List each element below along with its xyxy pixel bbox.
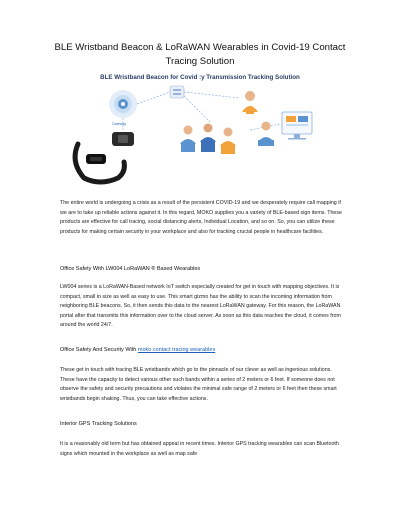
heading-interior-gps: Interior GPS Tracking Solutions bbox=[60, 421, 137, 427]
person-icon bbox=[242, 91, 258, 114]
beacon-signal-icon bbox=[109, 90, 137, 118]
document-title: BLE Wristband Beacon & LoRaWAN Wearables in Covid-19 Contact Tracing Solution bbox=[54, 42, 346, 67]
paragraph-wristbands: These get in touch with tracing BLE wristbands which go to the pinnacle of our clever as well as ingenious solutions. These have the capacity to detect various other such bands within a series of 2 meters or 6 feet. If someone does not observe the safety and security precautions and violates the minimal safe range of 2 meters or 6 feet then these smart wristbands begin shaking. Thus, you can take effective actions. bbox=[60, 367, 337, 402]
gateway-icon bbox=[170, 86, 184, 98]
moko-contact-tracing-link[interactable]: moko contact tracing wearables bbox=[137, 347, 216, 353]
paragraph-intro: The entire world is undergoing a crisis as a result of the persistent COVID-19 and we desperately require call mapping if we are to take up reliable actions against it. In this regard, MOKO supplies you a variety of BLE-based sign items. These products are effective for call tracing, social distancing alerts, Individual Location, and so on. So, you can utilize these products for making certain security in your workplace and also for tracking crucial people in healthcare facilities. bbox=[60, 200, 342, 235]
operator-icon bbox=[258, 122, 274, 147]
heading-moko-wearables bbox=[60, 346, 344, 355]
paragraph-lw004: LW004 series is a LoRaWAN-Based network IoT switch especially created for get in touch with mapping objectives. It is compact, small in size as well as easy to use. This smart gizmo has the ability to scan the incoming information from neighboring BLE beacons. So, it then sends this data to the nearest LoRaWAN gateway. For this reason, the LoRaWAN portal after that transmits this information over to the cloud server. As soon as this data reaches the cloud, it comes from around the world 24/7. bbox=[60, 284, 341, 328]
figure-title: BLE Wristband Beacon for Covid :y Transmission Tracking Solution bbox=[100, 74, 300, 81]
wristband-device-icon bbox=[112, 132, 134, 146]
heading-lw004: Office Safety With LW004 LoRaWAN ® Based Wearables bbox=[60, 266, 201, 272]
solution-figure bbox=[60, 74, 340, 190]
monitor-icon bbox=[282, 112, 312, 140]
figure-illustration bbox=[60, 82, 340, 190]
paragraph-interior-gps: It is a reasonably old term but has obtained appeal in recent times. Interior GPS tracking wearables can scan Bluetooth signs which mounted in the workplace as well as map safe bbox=[60, 441, 339, 457]
wristband-icon bbox=[75, 144, 124, 182]
heading-prefix: Office Safety And Security With bbox=[60, 347, 138, 353]
people-group-icon bbox=[180, 124, 236, 155]
gateway-label: Gateway bbox=[112, 122, 127, 126]
